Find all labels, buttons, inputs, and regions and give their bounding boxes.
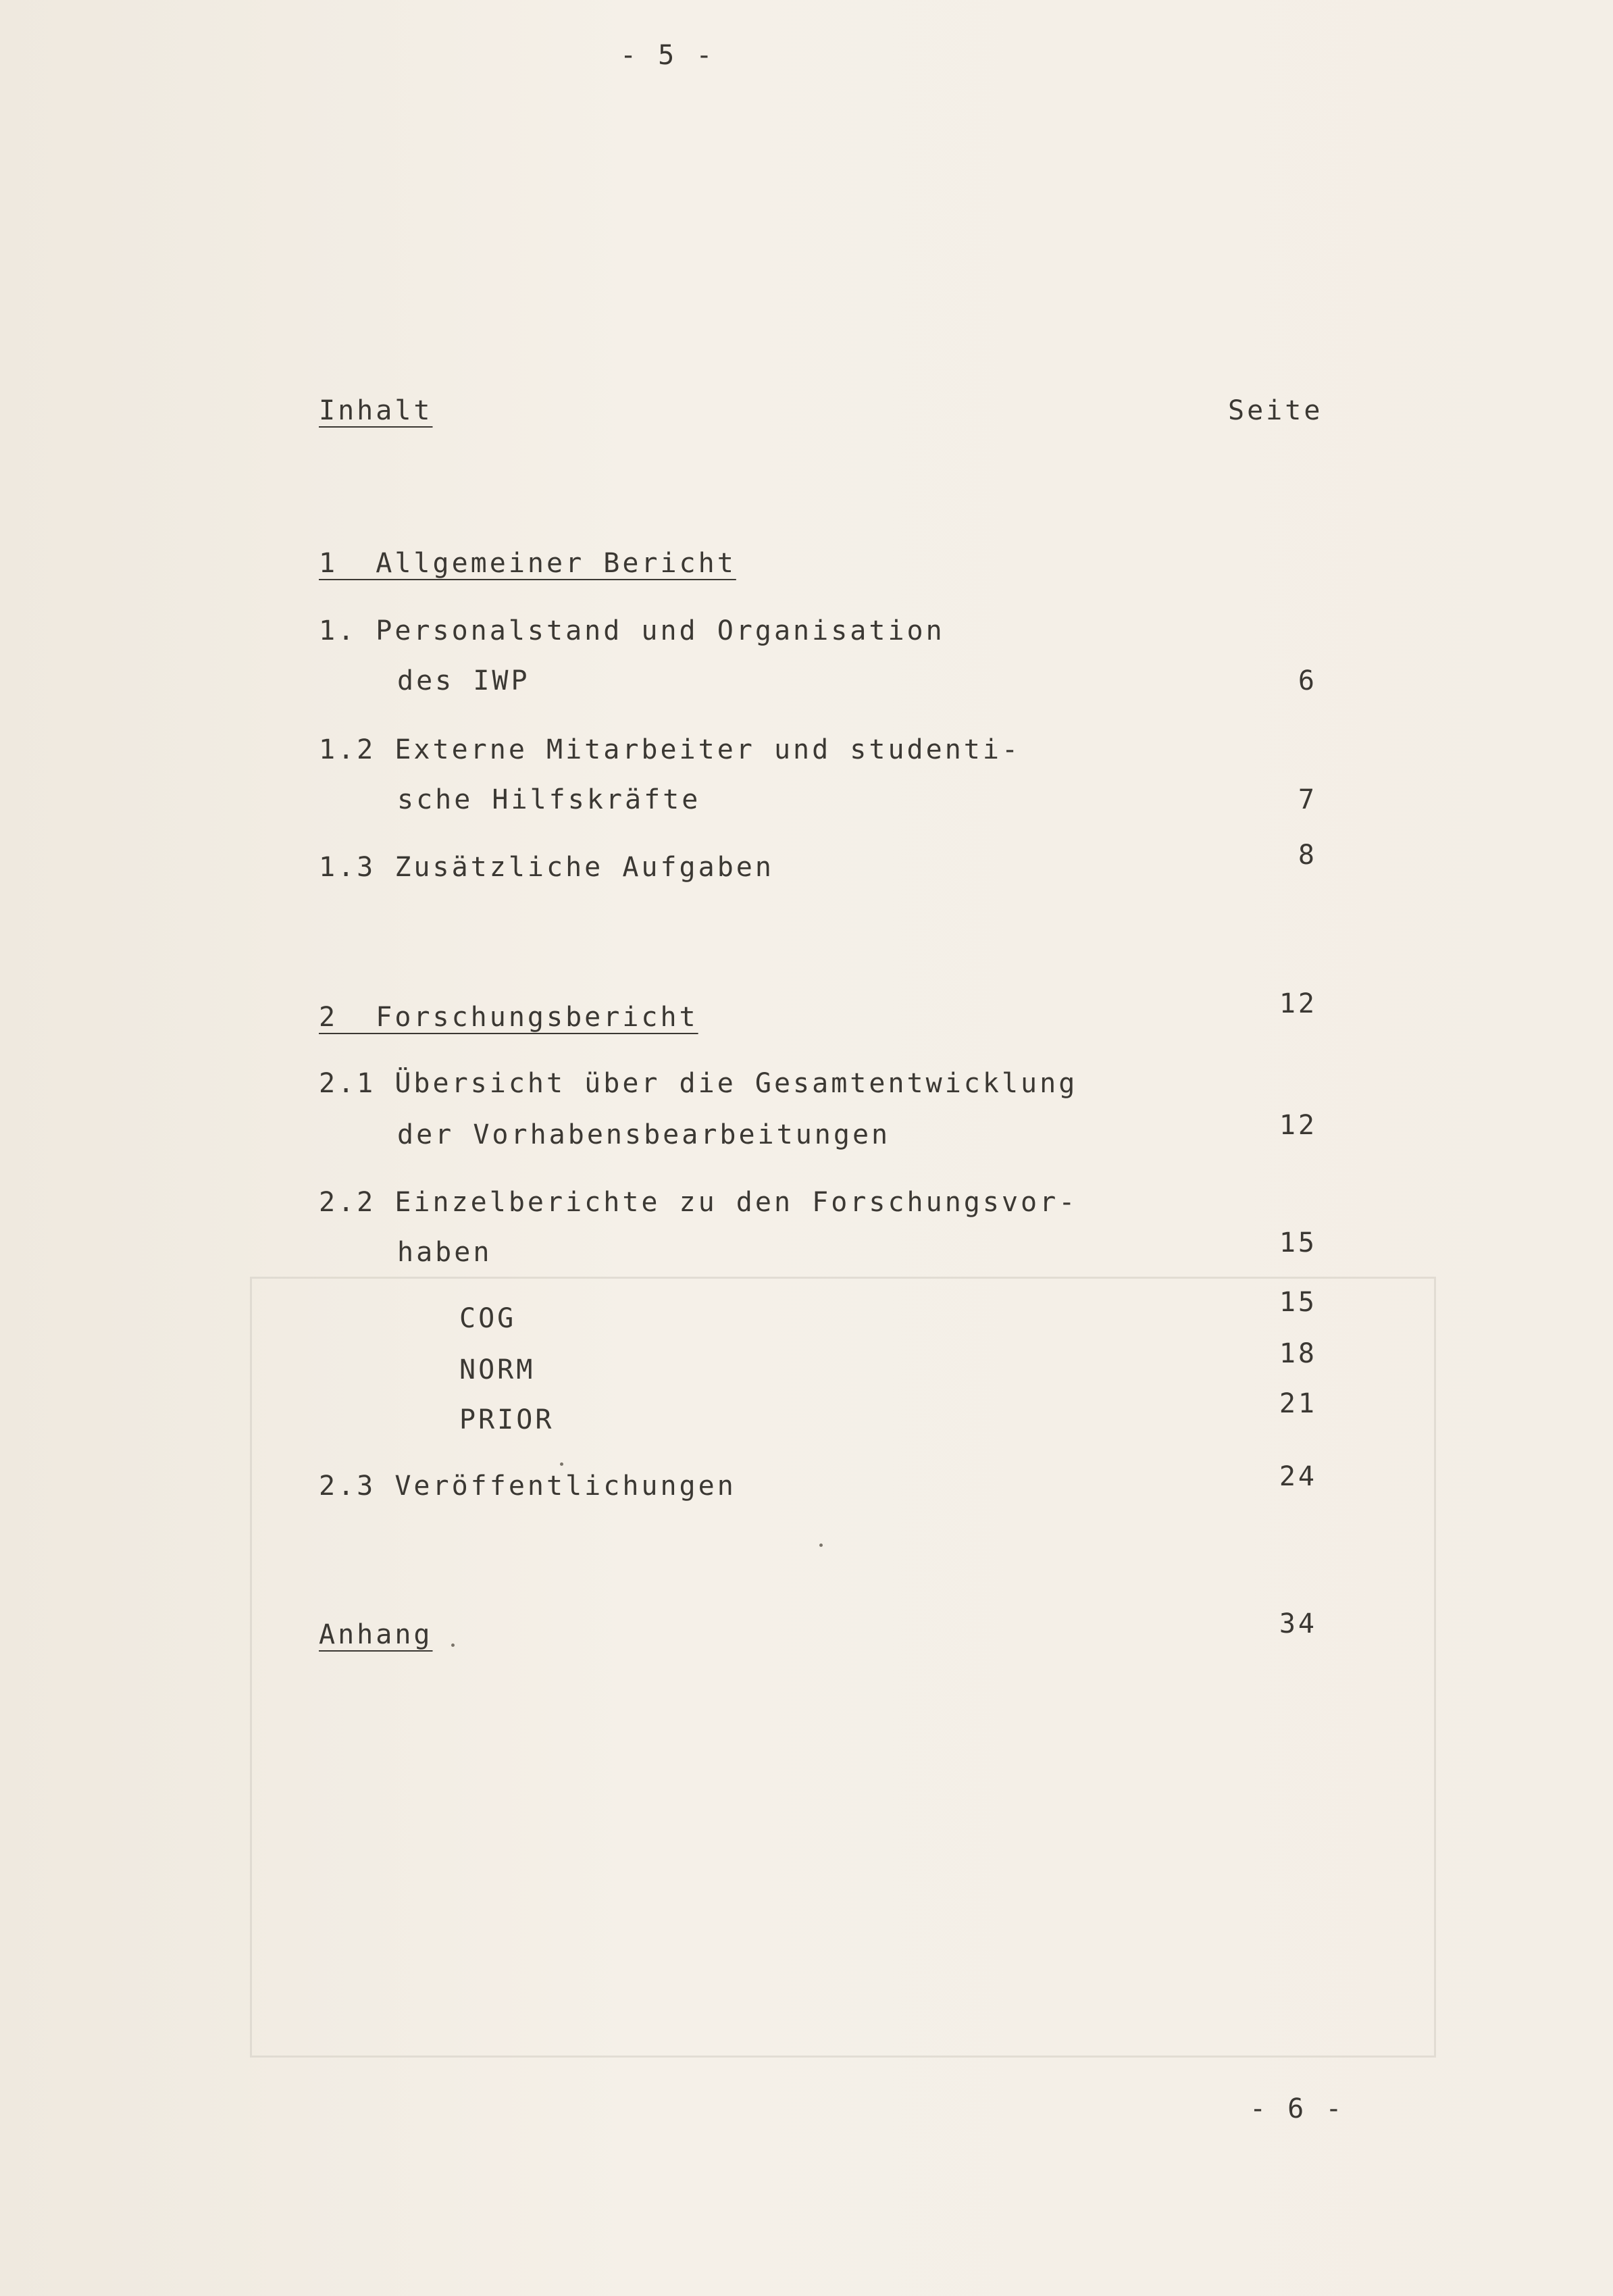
- toc-entry-page: 12: [1279, 988, 1317, 1019]
- toc-entry-page: 6: [1298, 665, 1317, 696]
- toc-entry-text: PRIOR: [459, 1404, 555, 1435]
- toc-entry-page: 7: [1298, 784, 1317, 815]
- toc-entry-text: der Vorhabensbearbeitungen: [397, 1119, 891, 1150]
- toc-entry-text: sche Hilfskräfte: [397, 784, 701, 815]
- toc-entry-page: 21: [1279, 1388, 1317, 1419]
- toc-entry-text: des IWP: [397, 665, 530, 696]
- toc-entry-page: 34: [1279, 1608, 1317, 1639]
- speck-mark: [819, 1544, 823, 1547]
- toc-entry-text: 2 Forschungsbericht: [319, 1002, 698, 1033]
- toc-entry-text: haben: [397, 1237, 492, 1268]
- toc-entry-page: 15: [1279, 1287, 1317, 1318]
- toc-entry-text: 2.2 Einzelberichte zu den Forschungsvor-: [319, 1187, 1078, 1218]
- toc-entry-text: Anhang: [319, 1619, 433, 1650]
- page-footer-number: - 6 -: [1250, 2093, 1345, 2124]
- toc-entry-page: 15: [1279, 1227, 1317, 1258]
- toc-heading: Inhalt: [319, 395, 433, 426]
- toc-entry-text: 1 Allgemeiner Bericht: [319, 548, 736, 579]
- page-header-number: - 5 -: [620, 40, 715, 71]
- toc-page-label: Seite: [1228, 395, 1323, 426]
- speck-mark: [451, 1643, 455, 1647]
- toc-entry-text: 2.1 Übersicht über die Gesamtentwicklung: [319, 1068, 1078, 1099]
- speck-mark: [560, 1462, 563, 1466]
- toc-entry-text: 2.3 Veröffentlichungen: [319, 1471, 736, 1502]
- toc-entry-page: 8: [1298, 840, 1317, 871]
- toc-entry-page: 24: [1279, 1461, 1317, 1492]
- toc-entry-page: 18: [1279, 1338, 1317, 1369]
- toc-entry-text: 1. Personalstand und Organisation: [319, 615, 945, 646]
- toc-entry-text: COG: [459, 1303, 517, 1334]
- toc-entry-text: NORM: [459, 1354, 536, 1385]
- toc-entry-text: 1.2 Externe Mitarbeiter und studenti-: [319, 734, 1021, 765]
- toc-entry-text: 1.3 Zusätzliche Aufgaben: [319, 852, 774, 883]
- toc-entry-page: 12: [1279, 1110, 1317, 1141]
